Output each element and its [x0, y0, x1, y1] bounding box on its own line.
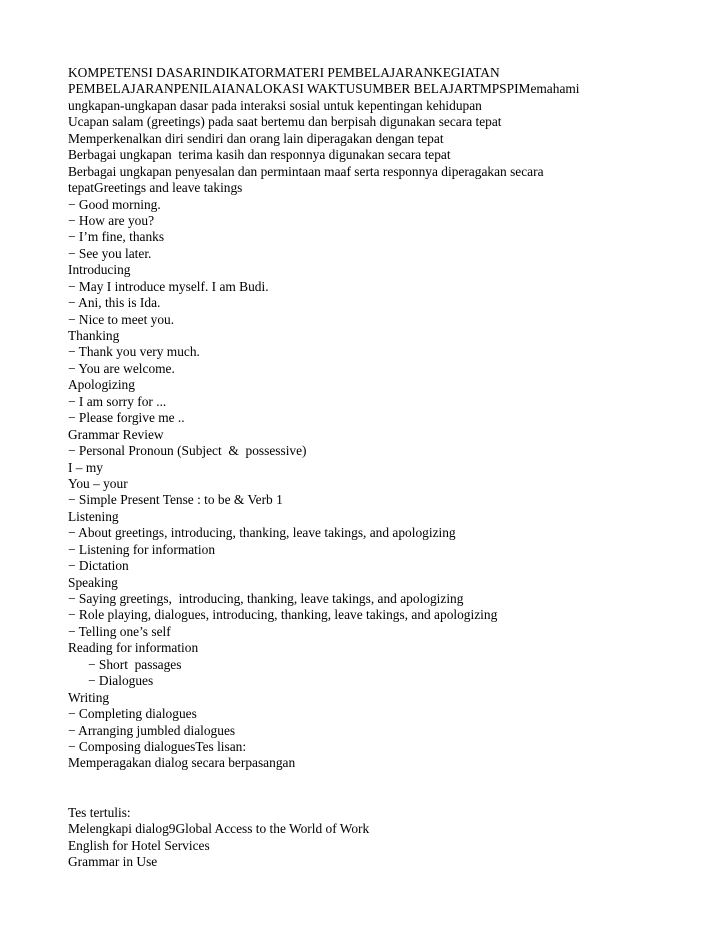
document-body	[68, 65, 708, 870]
text-line: Memperkenalkan diri sendiri dan orang lain diperagakan dengan tepat	[68, 130, 444, 146]
list-item: − Arranging jumbled dialogues	[68, 722, 236, 738]
text-line: ungkapan-ungkapan dasar pada interaksi sosial untuk kepentingan kehidupan	[68, 97, 482, 113]
list-item: − I am sorry for ...	[68, 393, 167, 409]
section-heading: Reading for information	[68, 640, 199, 656]
text-line: I – my	[68, 459, 103, 475]
list-item: − Completing dialogues	[68, 706, 197, 722]
list-item: − Ani, this is Ida.	[68, 295, 161, 311]
text-line: Berbagai ungkapan terima kasih dan responnya digunakan secara tepat	[68, 147, 451, 163]
list-item: − May I introduce myself. I am Budi.	[68, 278, 269, 294]
list-item: − Saying greetings, introducing, thanking, leave takings, and apologizing	[68, 591, 464, 606]
list-item: − Listening for information	[68, 541, 216, 557]
list-item: − Please forgive me ..	[68, 410, 185, 426]
text-line: Berbagai ungkapan penyesalan dan permintaan maaf serta responnya diperagakan secara	[68, 163, 544, 179]
text-line: English for Hotel Services	[68, 837, 210, 853]
section-heading: Thanking	[68, 328, 120, 343]
text-line: Ucapan salam (greetings) pada saat bertemu dan berpisah digunakan secara tepat	[68, 114, 502, 130]
list-item: − Good morning.	[68, 196, 161, 212]
list-item: − Thank you very much.	[68, 344, 200, 360]
section-heading: Introducing	[68, 262, 131, 278]
text-line: Melengkapi dialog9Global Access to the World of Work	[68, 821, 370, 837]
list-item: − Nice to meet you.	[68, 311, 175, 327]
text-line: Grammar in Use	[68, 854, 158, 870]
text-line: Tes tertulis:	[68, 804, 131, 820]
list-item: − I’m fine, thanks	[68, 229, 165, 245]
list-item: − Dictation	[68, 558, 129, 574]
text-line: Memperagakan dialog secara berpasangan	[68, 755, 296, 771]
list-item: − Short passages	[88, 656, 182, 672]
section-heading: Grammar Review	[68, 426, 164, 442]
list-item: − You are welcome.	[68, 360, 175, 376]
list-item: − Simple Present Tense : to be & Verb 1	[68, 492, 283, 508]
text-line: You – your	[68, 475, 128, 491]
list-item: − How are you?	[68, 212, 155, 228]
list-item: − Dialogues	[88, 673, 154, 689]
section-heading: Speaking	[68, 574, 118, 590]
list-item: − Personal Pronoun (Subject & possessive)	[68, 443, 307, 459]
section-heading: Writing	[68, 689, 110, 705]
list-item: − Composing dialoguesTes lisan:	[68, 738, 247, 754]
section-heading: Listening	[68, 508, 119, 524]
list-item: − See you later.	[68, 245, 152, 261]
list-item: − Role playing, dialogues, introducing, thanking, leave takings, and apologizing	[68, 607, 498, 623]
list-item: − About greetings, introducing, thanking, leave takings, and apologizing	[68, 525, 456, 541]
list-item: − Telling one’s self	[68, 623, 171, 639]
section-heading: Apologizing	[68, 377, 135, 393]
text-line: PEMBELAJARANPENILAIANALOKASI WAKTUSUMBER BELAJARTMPSPIMemahami	[68, 81, 580, 97]
blank-gap	[68, 772, 708, 805]
text-line: tepatGreetings and leave takings	[68, 180, 243, 196]
text-line: KOMPETENSI DASARINDIKATORMATERI PEMBELAJARANKEGIATAN	[68, 65, 500, 80]
